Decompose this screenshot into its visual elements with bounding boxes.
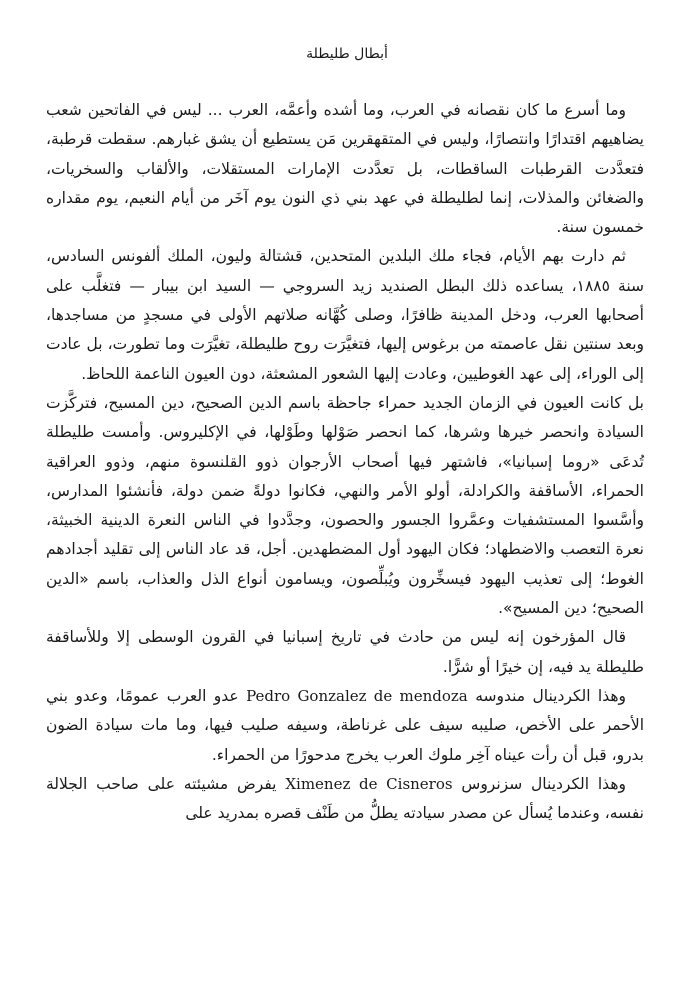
paragraph-5-text-before: وهذا الكردينال مندوسه [475,686,627,705]
paragraph-4: قال المؤرخون إنه ليس من حادث في تاريخ إسبانيا في القرون الوسطى إلا وللأساقفة طليطلة يد فيه، إن خيرًا أو شرًّا. [46,628,644,676]
paragraph-5-latin-name: Pedro Gonzalez de mendoza [246,686,468,705]
paragraph-6 [46,770,644,829]
paragraph-6-text-after: يفرض مشيئته على صاحب الجلالة نفسه، وعندما يُسأل عن مصدر سيادته يطلُّ من طَنْف قصره بمدريد على [46,774,644,823]
body-text [46,96,644,828]
paragraph-2: ثم دارت بهم الأيام، فجاء ملك البلدين المتحدين، قشتالة وليون، الملك ألفونس السادس، سنة ١٨٨٥، يساعده ذلك البطل الصنديد زيد السروجي — السيد ابن بيبار — فتغلَّب على أصحابها العرب، ودخل المدينة ظافرًا، وصلى كُهَّانه صلاتهم الأولى في مسجدٍ من مساجدها، وبعد سنتين نقل عاصمته من برغوس إليها، فتغيَّرَت روح طليطلة، تغيَّرَت وما تطورت، بل عادت إلى الوراء، إلى عهد الغوطيين، وعادت إليها الشعور المشعثة، دون العيون الناعمة اللحاظ. [46,247,645,383]
paragraph-6-text-before: وهذا الكردينال سزنروس [461,774,626,793]
paragraph-1: وما أسرع ما كان نقصانه في العرب، وما أشده وأعمَّه، العرب ... ليس في الفاتحين شعب يضاهيهم اقتدارًا وانتصارًا، وليس في المتقهقرين مَن يستطيع أن يشق غبارهم. سقطت قرطبة، فتعدَّدت القرطبات الساقطات، بل تعدَّدت الإمارات المستقلات، والألقاب والسخريات، والضغائن والمذلات، إنما لطليطلة في عهد بني ذي النون يوم آخَر من أيام النعيم، يوم مقداره خمسون سنة. [46,101,644,237]
paragraph-6-latin-name: Ximenez de Cisneros [285,774,453,793]
running-header-title: أبطال طليطلة [306,46,388,62]
paragraph-5-text-after: عدو العرب عمومًا، وعدو بني الأحمر على الأخص، صليبه سيف على غرناطة، وسيفه صليب فيها، وما مات سيادة الضون بدرو، قبل أن رأت عيناه آخِر ملوك العرب يخرج مدحورًا من الحمراء. [46,686,644,764]
paragraph-3: بل كانت العيون في الزمان الجديد حمراء جاحظة باسم الدين الصحيح، دين المسيح، فتركَّزت السيادة وانحصر خيرها وشرها، كما انحصر صَوْلها وطَوْلها، في الإكليروس. وأمست طليطلة تُدعَى «روما إسبانيا»، فاشتهر فيها أصحاب الأرجوان ذوو القلنسوة منهم، وذوو العراقية الحمراء، الأساقفة والكرادلة، أولو الأمر والنهي، فكانوا دولةً ضمن دولة، فأنشئوا المدارس، وأسَّسوا المستشفيات وعمَّروا الجسور والحصون، وجدَّدوا في الناس النعرة الدينية الخبيثة، نعرة التعصب والاضطهاد؛ فكان اليهود أول المضطهدين. أجل، قد عاد الناس إلى تقليد أجدادهم الغوط؛ إلى تعذيب اليهود فيسخِّرون ويُبلِّصون، ويسامون أنواع الذل والعذاب، باسم «الدين الصحيح؛ دين المسيح». [46,393,644,618]
paragraph-5 [46,682,644,770]
